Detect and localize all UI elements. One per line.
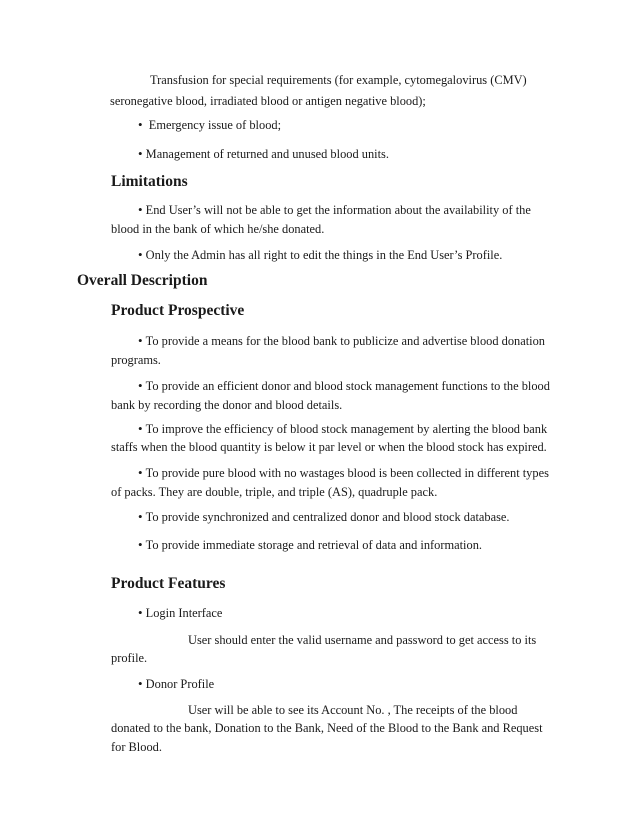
donor-profile-label: Donor Profile [145, 677, 215, 691]
list-item-text: To provide pure blood with no wastages blood is been collected in different types [145, 466, 549, 480]
list-item-text: Management of returned and unused blood units. [145, 147, 389, 161]
list-item [138, 465, 549, 481]
donor-profile-desc-line-3: for Blood. [111, 740, 162, 754]
list-item-text: Emergency issue of blood; [148, 118, 282, 132]
donor-profile-desc-line-1: User will be able to see its Account No. , The receipts of the blood [188, 703, 518, 717]
product-features-heading: Product Features [111, 575, 226, 592]
list-item [138, 676, 214, 692]
list-item [138, 421, 547, 437]
list-item-continuation: bank by recording the donor and blood details. [111, 398, 343, 412]
bullet-icon: • [138, 202, 143, 217]
list-item-text: To provide immediate storage and retrieval of data and information. [145, 538, 482, 552]
bullet-icon: • [138, 676, 143, 691]
login-interface-desc-line-2: profile. [111, 651, 148, 665]
list-item-text: To provide an efficient donor and blood stock management functions to the blood [145, 379, 550, 393]
product-prospective-heading: Product Prospective [111, 302, 245, 319]
list-item [138, 146, 389, 162]
bullet-icon: • [138, 605, 143, 620]
list-item-continuation: staffs when the blood quantity is below it par level or when the blood stock has expired. [111, 440, 547, 454]
list-item [138, 333, 545, 349]
donor-profile-desc-line-2: donated to the bank, Donation to the Bank, Need of the Blood to the Bank and Request [111, 721, 543, 735]
list-item-continuation: blood in the bank of which he/she donated. [111, 222, 325, 236]
list-item-text: To provide a means for the blood bank to publicize and advertise blood donation [145, 334, 545, 348]
list-item-continuation: programs. [111, 353, 161, 367]
bullet-icon: • [138, 247, 143, 262]
list-item-text: Only the Admin has all right to edit the things in the End User’s Profile. [145, 248, 503, 262]
list-item-text: End User’s will not be able to get the information about the availability of the [145, 203, 531, 217]
bullet-icon: • [138, 146, 143, 161]
list-item [138, 537, 482, 553]
list-item-text: To provide synchronized and centralized donor and blood stock database. [145, 510, 510, 524]
list-item-text: To improve the efficiency of blood stock management by alerting the blood bank [145, 422, 548, 436]
bullet-icon: • [138, 378, 143, 393]
list-item [138, 202, 531, 218]
overall-description-heading: Overall Description [77, 272, 208, 289]
intro-line-1: Transfusion for special requirements (for example, cytomegalovirus (CMV) [150, 73, 527, 87]
intro-line-2: seronegative blood, irradiated blood or antigen negative blood); [110, 94, 426, 108]
list-item [138, 509, 510, 525]
login-interface-label: Login Interface [145, 606, 223, 620]
bullet-icon: • [138, 509, 143, 524]
bullet-icon: • [138, 421, 143, 436]
bullet-icon: • [138, 117, 143, 132]
bullet-icon: • [138, 333, 143, 348]
list-item [138, 605, 222, 621]
bullet-icon: • [138, 465, 143, 480]
login-interface-desc-line-1: User should enter the valid username and password to get access to its [188, 633, 537, 647]
list-item [138, 378, 550, 394]
bullet-icon: • [138, 537, 143, 552]
list-item [138, 247, 502, 263]
list-item [138, 117, 281, 133]
list-item-continuation: of packs. They are double, triple, and triple (AS), quadruple pack. [111, 485, 438, 499]
limitations-heading: Limitations [111, 173, 188, 190]
